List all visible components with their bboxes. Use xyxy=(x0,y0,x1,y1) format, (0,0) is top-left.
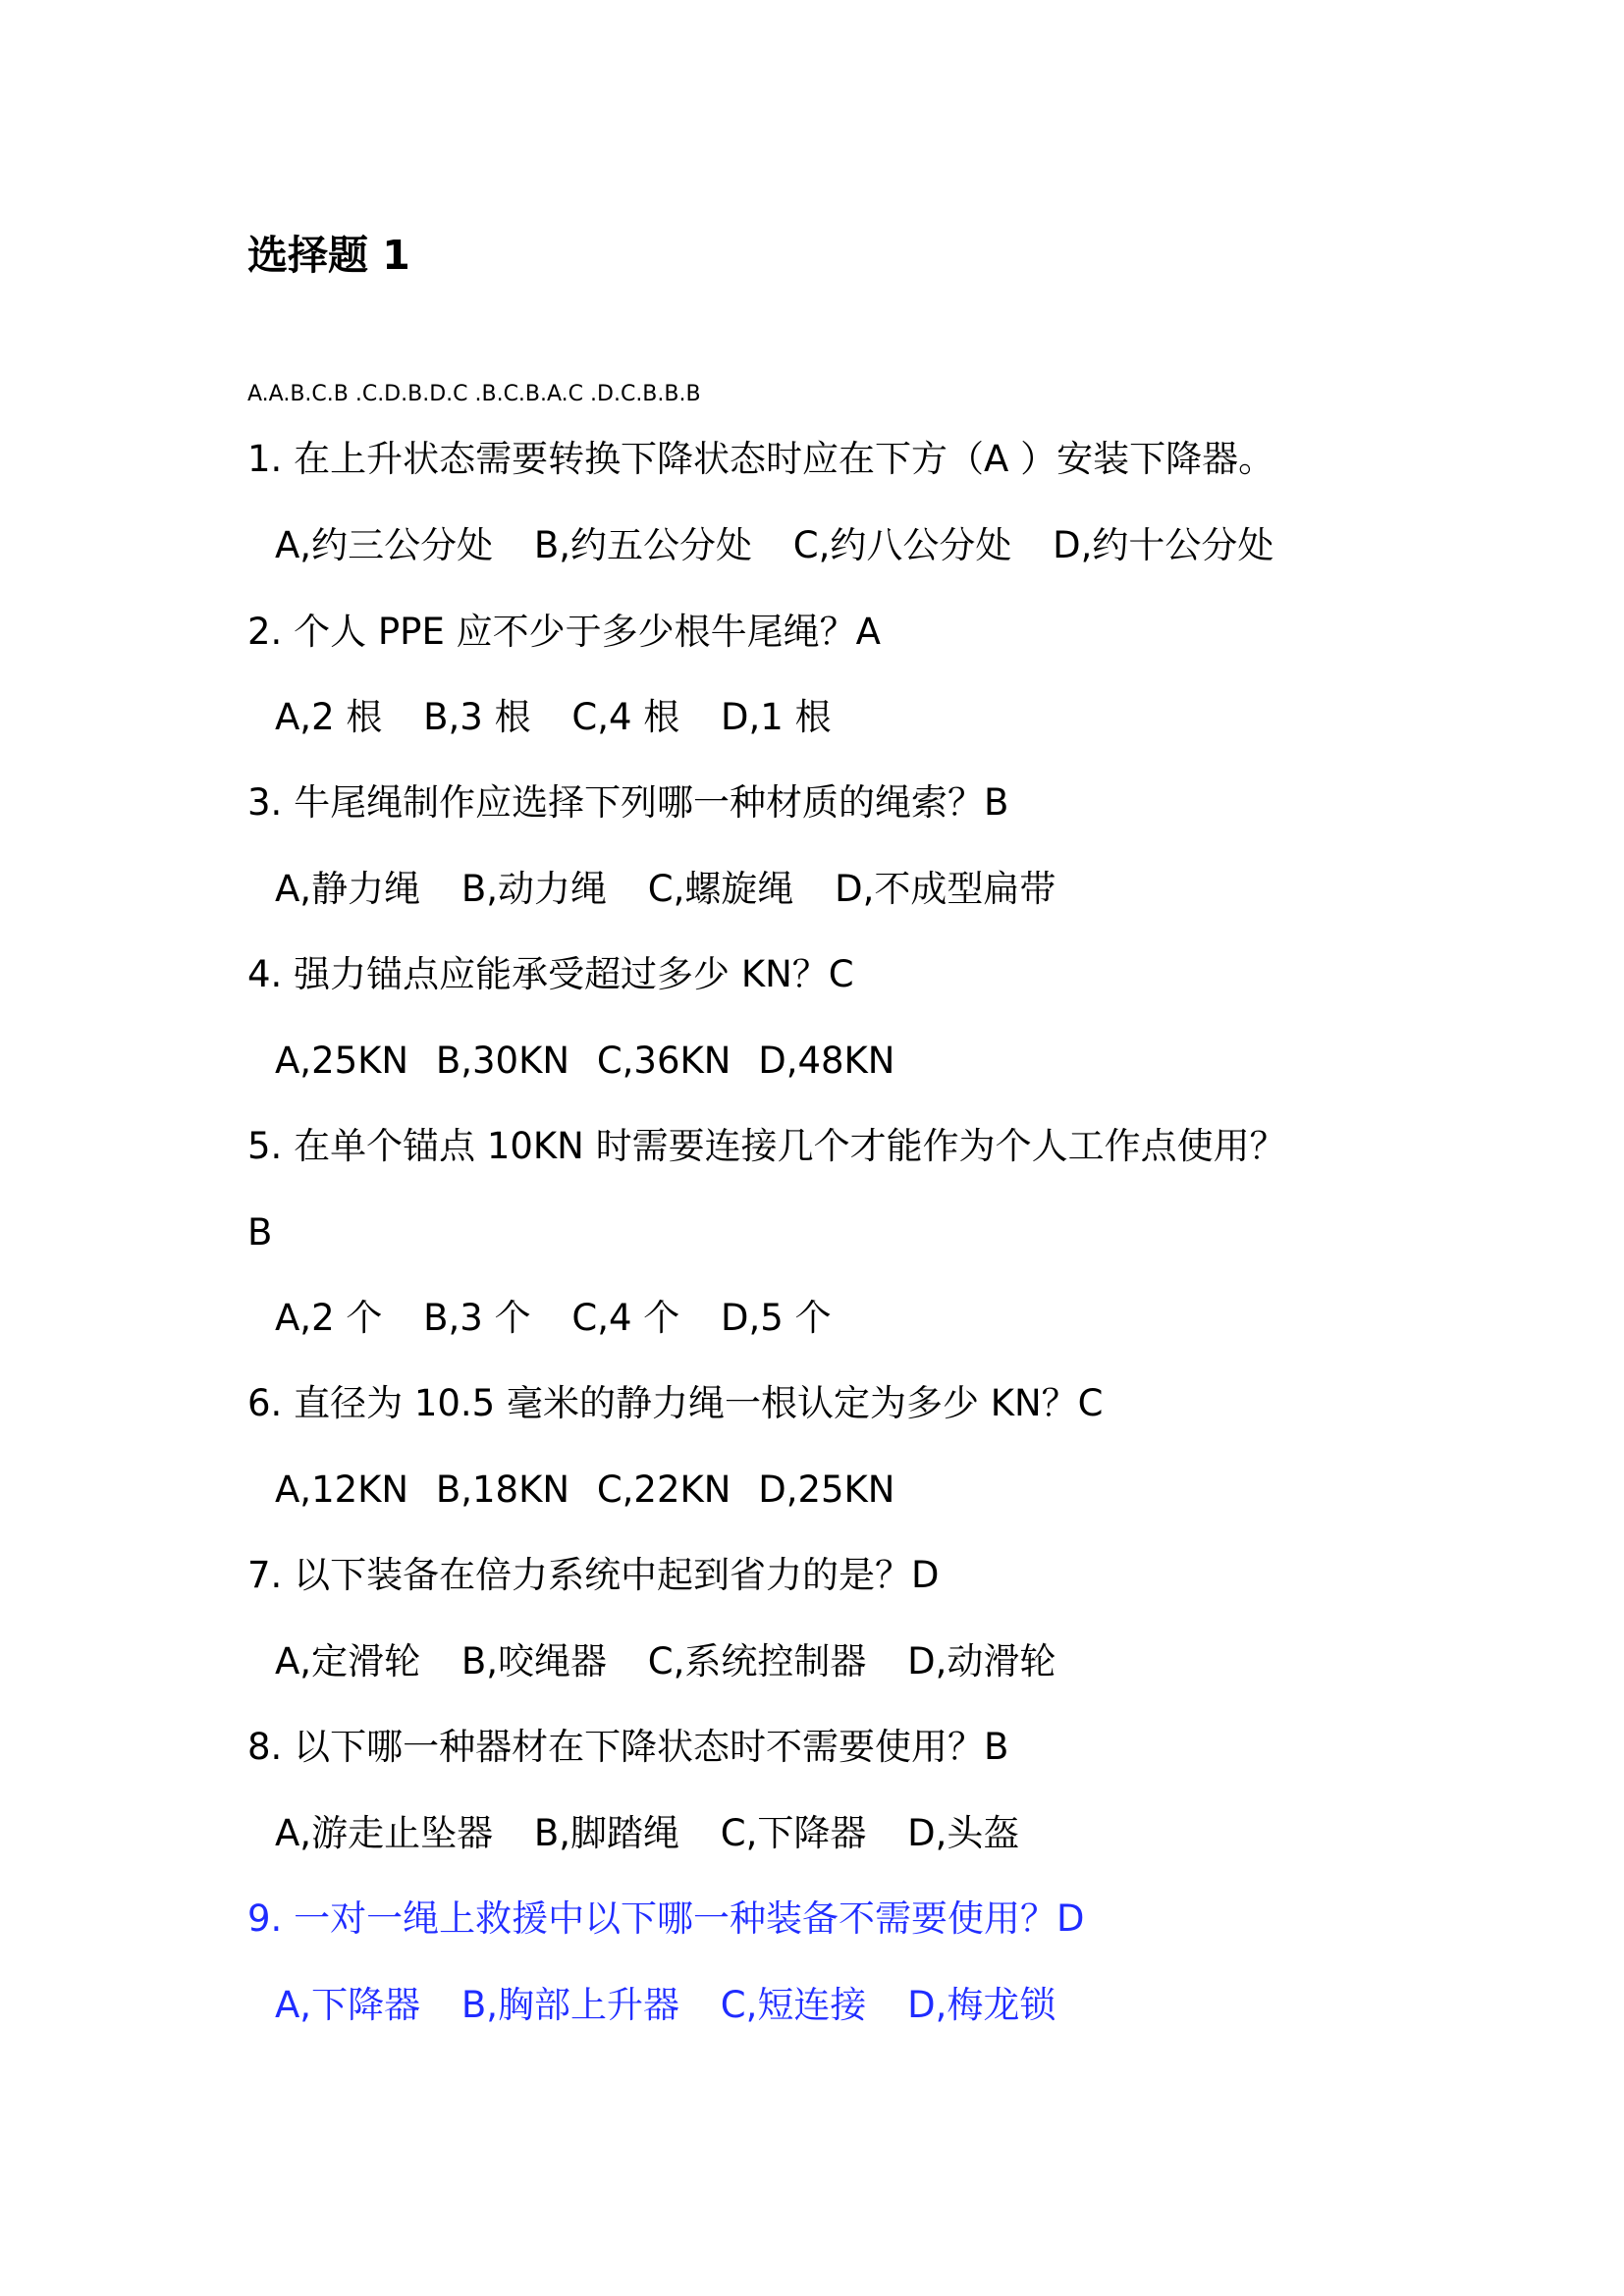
question-5-options xyxy=(275,1290,832,1347)
question-9-option-a: A,下降器 xyxy=(275,1984,421,2026)
question-1-options xyxy=(275,517,1273,574)
question-5-option-b: B,3 个 xyxy=(423,1297,531,1339)
question-7-option-d: D,动滑轮 xyxy=(907,1640,1056,1682)
question-2-option-b: B,3 根 xyxy=(423,696,531,738)
question-8-option-a: A,游走止坠器 xyxy=(275,1812,494,1854)
question-8-option-b: B,脚踏绳 xyxy=(533,1812,679,1854)
question-5-option-c: C,4 个 xyxy=(571,1297,680,1339)
question-1-option-b: B,约五公分处 xyxy=(533,524,752,566)
question-7-option-b: B,咬绳器 xyxy=(460,1640,607,1682)
question-2-text: 2. 个人 PPE 应不少于多少根牛尾绳？A xyxy=(247,611,881,653)
question-1-option-d: D,约十公分处 xyxy=(1053,524,1274,566)
question-8-option-d: D,头盔 xyxy=(907,1812,1020,1854)
question-9-option-d: D,梅龙锁 xyxy=(907,1984,1056,2026)
question-4-options xyxy=(275,1033,894,1090)
question-5-option-a: A,2 个 xyxy=(275,1297,383,1339)
question-7-option-a: A,定滑轮 xyxy=(275,1640,421,1682)
question-9-text: 9. 一对一绳上救援中以下哪一种装备不需要使用？D xyxy=(247,1897,1085,1940)
page-title: 选择题 1 xyxy=(247,232,410,279)
question-3-option-d: D,不成型扁带 xyxy=(835,868,1056,910)
question-6-text: 6. 直径为 10.5 毫米的静力绳一根认定为多少 KN？C xyxy=(247,1382,1104,1424)
question-7-option-c: C,系统控制器 xyxy=(647,1640,867,1682)
question-5-option-d: D,5 个 xyxy=(721,1297,832,1339)
question-6-option-c: C,22KN xyxy=(596,1468,731,1511)
question-5-text: 5. 在单个锚点 10KN 时需要连接几个才能作为个人工作点使用？ xyxy=(247,1125,1286,1167)
question-5-answer: B xyxy=(247,1211,273,1254)
question-9-options xyxy=(275,1977,1056,2034)
question-8-text: 8. 以下哪一种器材在下降状态时不需要使用？B xyxy=(247,1726,1009,1768)
question-4-option-b: B,30KN xyxy=(435,1040,570,1082)
question-6-option-d: D,25KN xyxy=(758,1468,895,1511)
question-3-option-b: B,动力绳 xyxy=(460,868,607,910)
question-4-option-a: A,25KN xyxy=(275,1040,409,1082)
question-9-option-c: C,短连接 xyxy=(720,1984,867,2026)
answer-key: A.A.B.C.B .C.D.B.D.C .B.C.B.A.C .D.C.B.B.B xyxy=(247,382,701,406)
question-3-option-a: A,静力绳 xyxy=(275,868,421,910)
question-7-options xyxy=(275,1633,1056,1690)
question-4-option-d: D,48KN xyxy=(758,1040,895,1082)
question-9-option-b: B,胸部上升器 xyxy=(460,1984,679,2026)
question-3-options xyxy=(275,861,1056,918)
question-4-option-c: C,36KN xyxy=(596,1040,731,1082)
question-6-option-a: A,12KN xyxy=(275,1468,409,1511)
question-8-option-c: C,下降器 xyxy=(720,1812,867,1854)
question-3-text: 3. 牛尾绳制作应选择下列哪一种材质的绳索？B xyxy=(247,781,1009,824)
question-1-option-c: C,约八公分处 xyxy=(792,524,1012,566)
question-3-option-c: C,螺旋绳 xyxy=(647,868,794,910)
question-4-text: 4. 强力锚点应能承受超过多少 KN？C xyxy=(247,953,854,995)
question-6-option-b: B,18KN xyxy=(435,1468,570,1511)
question-1-text: 1. 在上升状态需要转换下降状态时应在下方（A ）安装下降器。 xyxy=(247,438,1275,480)
question-2-option-d: D,1 根 xyxy=(721,696,832,738)
question-8-options xyxy=(275,1805,1019,1862)
question-7-text: 7. 以下装备在倍力系统中起到省力的是？D xyxy=(247,1554,940,1596)
question-2-options xyxy=(275,689,832,746)
question-1-option-a: A,约三公分处 xyxy=(275,524,494,566)
question-6-options xyxy=(275,1462,894,1519)
question-2-option-c: C,4 根 xyxy=(571,696,680,738)
question-2-option-a: A,2 根 xyxy=(275,696,383,738)
